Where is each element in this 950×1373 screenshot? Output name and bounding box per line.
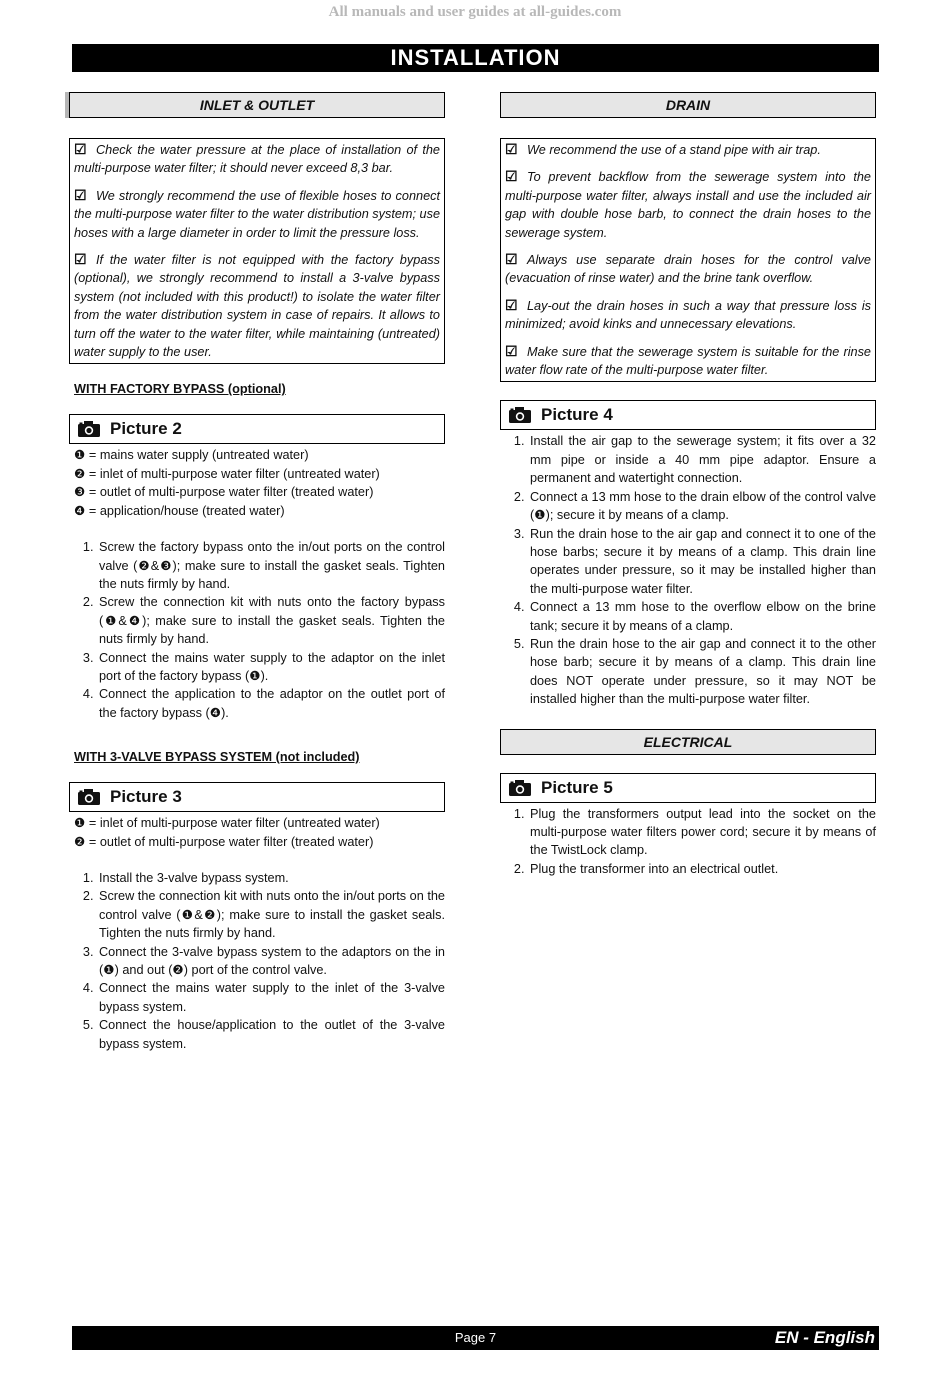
list-item: 2. Screw the connection kit with nuts onto the in/out ports on the control valve (❶&❷); make sure to install the gasket seals. Tighten the nuts firmly by hand. [97, 887, 445, 942]
list-item: 3. Connect the mains water supply to the adaptor on the inlet port of the factory bypass (❶). [97, 649, 445, 686]
note-text: Check the water pressure at the place of installation of the multi-purpose water filter; it should never exceed 8,3 bar. [74, 143, 440, 176]
note-item [505, 168, 871, 242]
note-item [74, 141, 440, 178]
language-label: EN - English [774, 1328, 875, 1347]
left-column [69, 92, 445, 1053]
checked-box-icon: ☑ [505, 342, 518, 359]
note-item [505, 343, 871, 380]
legend-item: ❶ = mains water supply (untreated water) [74, 448, 309, 463]
page-title: INSTALLATION [72, 44, 879, 72]
list-item: 1. Install the air gap to the sewerage system; it fits over a 32 mm pipe or inside a 40 mm pipe adaptor. Ensure a permanent and watertight connection. [528, 432, 876, 487]
legend-item: ❷ = inlet of multi-purpose water filter (untreated water) [74, 466, 380, 481]
note-text: Make sure that the sewerage system is suitable for the rinse water flow rate of the multi-purpose water filter. [505, 344, 871, 378]
section-heading-drain: DRAIN [500, 92, 876, 118]
page-number: Page 7 [454, 1330, 497, 1345]
checked-box-icon: ☑ [74, 186, 87, 203]
list-item: 1. Screw the factory bypass onto the in/out ports on the control valve (❷&❸); make sure to install the gasket seals. Tighten the nuts firmly by hand. [97, 538, 445, 593]
checked-box-icon: ☑ [74, 251, 87, 268]
checked-box-icon: ☑ [505, 251, 518, 268]
list-item: 3. Run the drain hose to the air gap and connect it to one of the hose barbs; secure it by means of a clamp. This drain line operates under pressure, so it may be installed higher than the multi-purpose water filter. [528, 525, 876, 599]
list-item: 5. Run the drain hose to the air gap and connect it to the other hose barb; secure it by means of a clamp. This drain line does NOT operate under pressure, so it may NOT be installed higher than the multi-purpose water filter. [528, 635, 876, 709]
camera-icon [509, 407, 531, 423]
drain-steps [500, 432, 876, 708]
note-item [505, 251, 871, 288]
drain-notes-box [500, 138, 876, 382]
factory-bypass-heading: WITH FACTORY BYPASS (optional) [74, 382, 286, 397]
note-text: If the water filter is not equipped with the factory bypass (optional), we strongly recommend to install a 3-valve bypass system (not included with this product!) to isolate the water filter from the water distribution system in case of repairs. It allows to turn off the water to the water filter, while maintaining (untreated) water supply to the user. [74, 253, 440, 360]
checked-box-icon: ☑ [505, 296, 518, 313]
picture-label: Picture 2 [110, 419, 182, 439]
picture-label: Picture 4 [541, 405, 613, 425]
right-column [500, 92, 876, 878]
picture-5-heading [500, 773, 876, 803]
picture-2-heading [69, 414, 445, 444]
camera-icon [78, 421, 100, 437]
camera-icon [509, 780, 531, 796]
valve-bypass-steps [69, 869, 445, 1053]
section-heading-electrical: ELECTRICAL [500, 729, 876, 755]
list-item: 2. Screw the connection kit with nuts onto the factory bypass (❶&❹); make sure to install the gasket seals. Tighten the nuts firmly by hand. [97, 593, 445, 648]
list-item: 1. Plug the transformers output lead into the socket on the multi-purpose water filters power cord; secure it by means of the TwistLock clamp. [528, 805, 876, 860]
checked-box-icon: ☑ [505, 168, 518, 185]
note-item [74, 187, 440, 242]
picture-label: Picture 5 [541, 777, 613, 797]
electrical-steps [500, 805, 876, 879]
list-item: 4. Connect a 13 mm hose to the overflow elbow on the brine tank; secure it by means of a clamp. [528, 598, 876, 635]
list-item: 3. Connect the 3-valve bypass system to the adaptors on the in (❶) and out (❷) port of the control valve. [97, 943, 445, 980]
note-text: We recommend the use of a stand pipe with air trap. [527, 143, 821, 157]
list-item: 1. Install the 3-valve bypass system. [97, 869, 445, 887]
camera-icon [78, 789, 100, 805]
note-text: To prevent backflow from the sewerage system into the multi-purpose water filter, always install and use the included air gap with double hose barb, to connect the drain hoses to the sewerage system. [505, 170, 871, 240]
list-item: 4. Connect the application to the adaptor on the outlet port of the factory bypass (❹). [97, 685, 445, 722]
picture-2-legend [74, 446, 445, 520]
picture-4-heading [500, 400, 876, 430]
picture-3-legend [74, 814, 445, 851]
legend-item: ❶ = inlet of multi-purpose water filter (untreated water) [74, 816, 380, 831]
legend-item: ❸ = outlet of multi-purpose water filter (treated water) [74, 485, 374, 500]
page-footer [72, 1326, 879, 1350]
legend-item: ❹ = application/house (treated water) [74, 503, 285, 518]
inlet-notes-box [69, 138, 445, 364]
watermark: All manuals and user guides at all-guides.com [328, 4, 622, 20]
picture-label: Picture 3 [110, 787, 182, 807]
picture-3-heading [69, 782, 445, 812]
list-item: 2. Plug the transformer into an electrical outlet. [528, 860, 876, 878]
factory-bypass-steps [69, 538, 445, 722]
note-text: Lay-out the drain hoses in such a way that pressure loss is minimized; avoid kinks and unnecessary elevations. [505, 298, 871, 332]
list-item: 2. Connect a 13 mm hose to the drain elbow of the control valve (❶); secure it by means of a clamp. [528, 488, 876, 525]
note-text: We strongly recommend the use of flexible hoses to connect the multi-purpose water filter to the water distribution system; use hoses with a large diameter in order to limit the pressure loss. [74, 188, 440, 240]
list-item: 5. Connect the house/application to the outlet of the 3-valve bypass system. [97, 1016, 445, 1053]
checked-box-icon: ☑ [505, 141, 518, 157]
note-text: Always use separate drain hoses for the control valve (evacuation of rinse water) and the brine tank overflow. [505, 253, 871, 286]
note-item [505, 297, 871, 334]
note-item [505, 141, 871, 159]
list-item: 4. Connect the mains water supply to the inlet of the 3-valve bypass system. [97, 979, 445, 1016]
legend-item: ❷ = outlet of multi-purpose water filter (treated water) [74, 834, 374, 849]
valve-bypass-heading: WITH 3-VALVE BYPASS SYSTEM (not included) [74, 750, 360, 765]
section-heading-inlet-outlet: INLET & OUTLET [69, 92, 445, 118]
checked-box-icon: ☑ [74, 141, 87, 157]
note-item [74, 251, 440, 361]
